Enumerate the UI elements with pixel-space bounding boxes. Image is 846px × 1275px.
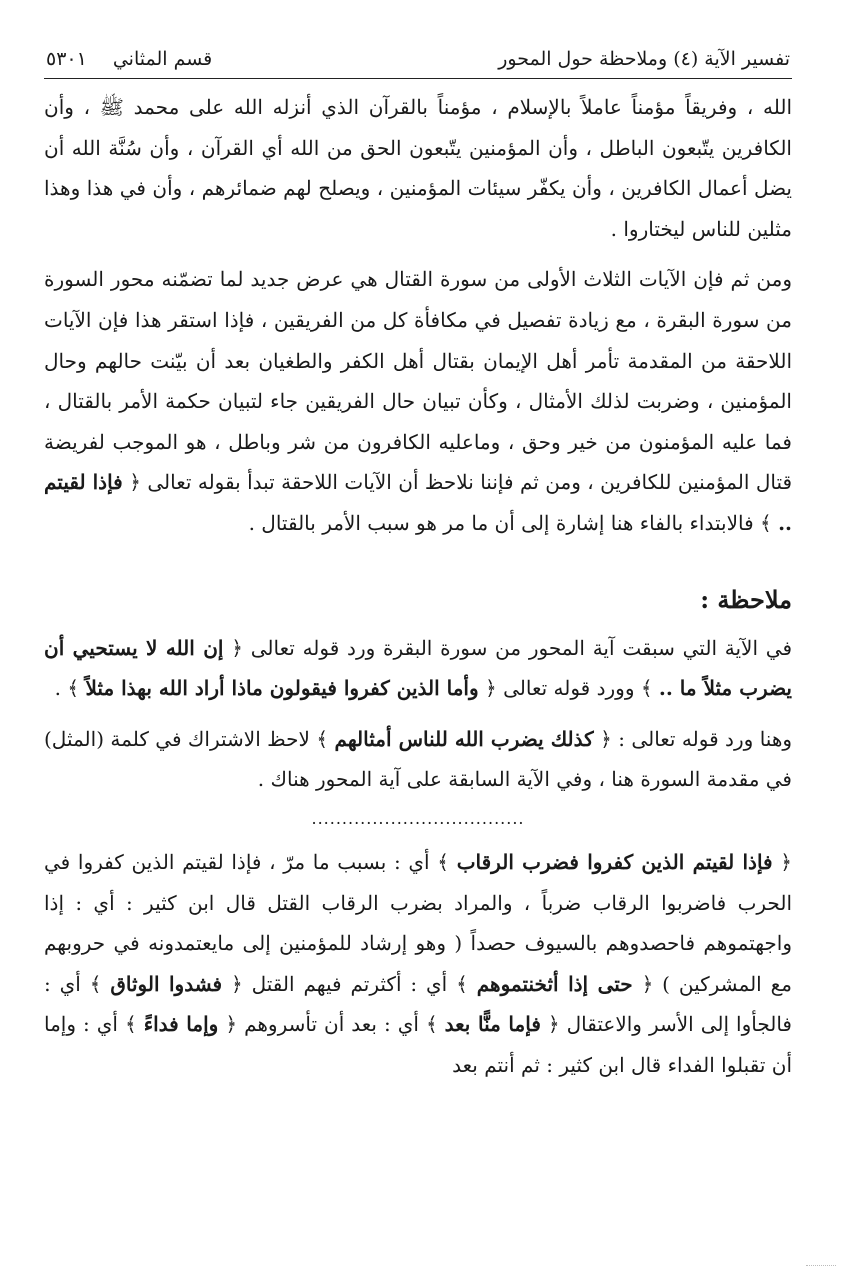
quran-quote: فإذا لقيتم .. (44, 470, 792, 535)
quran-bracket-open: ﴿ (225, 1012, 238, 1037)
book-page (44, 48, 792, 1085)
paragraph-1: الله ، وفريقاً مؤمناً عاملاً بالإسلام ، مؤمناً بالقرآن الذي أنزله الله على محمد ﷺ ، وأن الكافرين يتّبعون الباطل ، وأن المؤمنين يتّبعون الحق من الله أي القرآن ، وأن سُنَّة الله أن يضل أعمال الكافرين ، وأن يكفّر سيئات المؤمنين ، ويصلح لهم ضمائرهم ، وأن في هذا وهذا مثلين للناس ليختاروا . (44, 95, 792, 241)
quran-quote: وأما الذين كفروا فيقولون ماذا أراد الله بهذا مثلاً (85, 676, 479, 701)
tafsir-text: أي : وإما أن تقبلوا الفداء قال ابن كثير : ثم أنتم بعد (44, 1012, 792, 1077)
scan-corner-mark (806, 1265, 836, 1267)
dotted-separator: ................................... (311, 808, 525, 828)
section-name: قسم المثاني (112, 48, 213, 70)
quran-bracket-close: ﴾ (124, 1012, 137, 1037)
note-heading: ملاحظة : (700, 584, 792, 614)
paragraph-2-tail: فالابتداء بالفاء هنا إشارة إلى أن ما مر هو سبب الأمر بالقتال . (248, 510, 754, 535)
tafsir-text: أي : بعد أن تأسروهم (244, 1012, 419, 1037)
quran-quote: وإما فداءً (143, 1012, 219, 1037)
quran-bracket-close: ﴾ (456, 971, 468, 996)
quran-bracket-close: ﴾ (640, 676, 653, 701)
note-text: . (54, 676, 62, 701)
running-header (44, 48, 792, 78)
note-paragraph-2 (44, 719, 792, 800)
note-text: لاحظ الاشتراك في كلمة (المثل) في مقدمة السورة هنا ، وفي الآية السابقة على آية المحور هناك . (44, 726, 792, 792)
tafsir-text: أي : بسبب ما مرّ ، فإذا لقيتم الذين كفروا في الحرب فاضربوا الرقاب ضرباً ، والمراد بضرب الرقاب القتل قال ابن كثير : أي : إذا واجهتموهم فاحصدوهم بالسيوف حصداً ( وهو إرشاد للمؤمنين إلى مايعتمدونه في حروبهم مع المشركين ) (44, 849, 792, 996)
note-text: وورد قوله تعالى (503, 676, 635, 701)
quran-quote: كذلك يضرب الله للناس أمثالهم (334, 726, 594, 751)
quran-bracket-close: ﴾ (437, 849, 450, 874)
quran-bracket-open: ﴿ (547, 1012, 560, 1037)
quran-bracket-open: ﴿ (129, 470, 141, 495)
quran-quote: فإما منًّا بعد (444, 1012, 541, 1037)
tafsir-paragraph (44, 842, 792, 1086)
note-paragraph-1 (44, 628, 792, 709)
chapter-title: تفسير الآية (٤) وملاحظة حول المحور (498, 48, 790, 70)
quran-bracket-open: ﴿ (231, 971, 243, 996)
quran-bracket-close: ﴾ (89, 971, 102, 996)
quran-bracket-open: ﴿ (641, 971, 654, 996)
quran-bracket-close: ﴾ (67, 676, 80, 701)
quran-bracket-close: ﴾ (425, 1012, 438, 1037)
tafsir-text: أي : فالجأوا إلى الأسر والاعتقال (44, 971, 792, 1037)
quran-bracket-open: ﴿ (485, 676, 497, 701)
header-meta (46, 48, 212, 70)
tafsir-text: أي : أكثرتم فيهم القتل (251, 971, 448, 996)
quran-bracket-close: ﴾ (759, 510, 772, 535)
note-text: وهنا ورد قوله تعالى : (618, 726, 793, 751)
quran-quote: فإذا لقيتم الذين كفروا فضرب الرقاب (456, 849, 773, 874)
page-number: ٥٣٠١ (46, 48, 87, 70)
quran-bracket-open: ﴿ (780, 849, 793, 874)
quran-quote: إن الله لا يستحيي أن يضرب مثلاً ما .. (44, 635, 792, 701)
quran-quote: حتى إذا أثخنتموهم (476, 971, 633, 996)
quran-bracket-open: ﴿ (231, 635, 243, 660)
quran-bracket-close: ﴾ (316, 726, 329, 751)
header-rule (44, 78, 792, 79)
paragraph-2 (44, 259, 792, 543)
note-text: في الآية التي سبقت آية المحور من سورة البقرة ورد قوله تعالى (250, 635, 793, 660)
paragraph-2-text: ومن ثم فإن الآيات الثلاث الأولى من سورة القتال هي عرض جديد لما تضمّنه محور السورة من سورة البقرة ، مع زيادة تفصيل في مكافأة كل من الفريقين ، فإذا استقر هذا فإن الآيات اللاحقة من المقدمة تأمر أهل الإيمان بقتال أهل الكفر والطغيان بعد أن بيّنت حالهم وحال المؤمنين ، وضربت لذلك الأمثال ، وكأن تبيان حال الفريقين جاء لتبيان حكمة الأمر بالقتال ، فما عليه المؤمنون من خير وحق ، وماعليه الكافرون من شر وباطل ، هو الموجب لفريضة قتال المؤمنين للكافرين ، ومن ثم فإننا نلاحظ أن الآيات اللاحقة تبدأ بقوله تعالى (44, 267, 793, 495)
quran-bracket-open: ﴿ (600, 726, 612, 751)
quran-quote: فشدوا الوثاق (110, 971, 223, 996)
